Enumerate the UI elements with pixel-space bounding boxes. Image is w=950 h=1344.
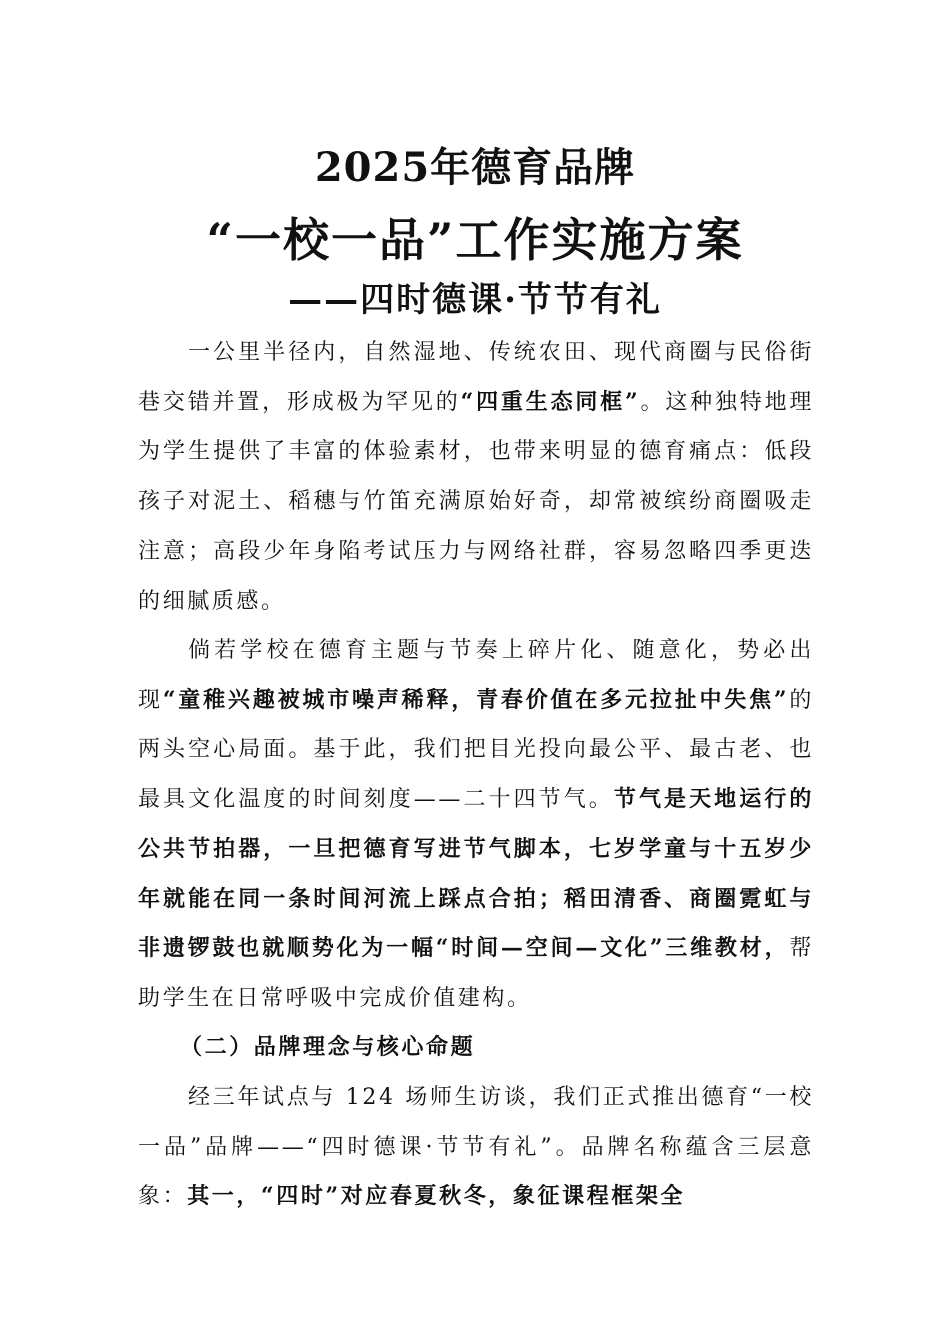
paragraph-text: 的两头空心局面。基于此，我们把目光投向最公平、最古老、也最具文化温度的时间刻度——二十四节气。 [138,687,814,813]
paragraph-emphasis: 节气是天地运行的公共节拍器，一旦把德育写进节气脚本，七岁学童与十五岁少年就能在同一条时间河流上踩点合拍；稻田清香、商圈霓虹与非遗锣鼓也就顺势化为一幅“时间—空间—文化”三维教材， [138,786,814,962]
paragraph-emphasis: “童稚兴趣被城市噪声稀释，青春价值在多元拉扯中失焦” [162,686,790,713]
paragraph-emphasis: 其一，“四时”对应春夏秋冬，象征课程框架全 [187,1183,686,1210]
paragraph-emphasis: “四重生态同框” [460,388,641,415]
paragraph-text: 。这种独特地理为学生提供了丰富的体验素材，也带来明显的德育痛点：低段孩子对泥土、稻穗与竹笛充满原始好奇，却常被缤纷商圈吸走注意；高段少年身陷考试压力与网络社群，容易忽略四季更迭的细腻质感。 [138,389,815,614]
section-heading-block [138,1023,814,1073]
paragraph-text: 经三年试点与 124 场师生访谈，我们正式推出德育“一校一品”品牌——“四时德课·节节有礼”。品牌名称蕴含三层意象： [138,1085,814,1210]
section-heading: （二）品牌理念与核心命题 [180,1034,476,1060]
paragraph-background [138,328,814,626]
paragraph-brand [138,1073,814,1222]
document-title-year: 2025年德育品牌 [314,144,636,191]
paragraph-text: 一公里半径内，自然湿地、传统农田、现代商圈与民俗街巷交错并置，形成极为罕见的 [138,340,814,415]
document-title-main: “一校一品”工作实施方案 [206,213,744,267]
paragraph-rationale [138,626,814,1024]
document-subtitle: ——四时德课·节节有礼 [288,280,662,320]
paragraph-text: 倘若学校在德育主题与节奏上碎片化、随意化，势必出现 [138,638,814,713]
paragraph-text: 帮助学生在日常呼吸中完成价值建构。 [138,936,814,1011]
